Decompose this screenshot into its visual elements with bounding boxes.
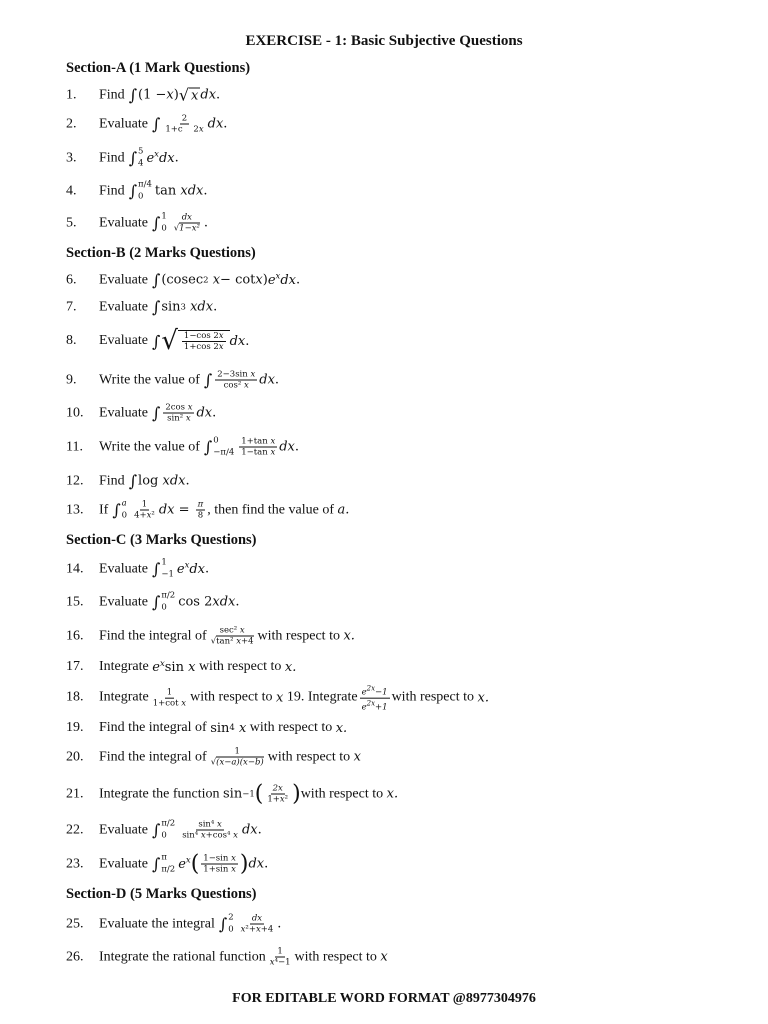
question-number: 23.: [66, 856, 84, 871]
question-3: 3. Find ∫ 5 4 $e^xdx$ .: [66, 146, 179, 169]
question-number: 25.: [66, 916, 84, 931]
question-text-cont: with respect to: [249, 720, 333, 735]
question-variable: x: [276, 690, 284, 706]
question-text: Find: [99, 473, 125, 488]
question-9: 9. Write the value of ∫ $\frac{\text{2−3sin x}}{\text{cos² x}}$ dx .: [66, 369, 280, 391]
question-text: Evaluate: [99, 405, 148, 420]
question-text-cont: with respect to: [391, 690, 474, 705]
question-text: Find: [99, 87, 125, 102]
question-number: 20.: [66, 749, 84, 764]
section-a-heading: Section-A (1 Mark Questions): [66, 60, 251, 76]
question-text-cont: , then find the value of: [207, 502, 335, 517]
section-b-heading: Section-B (2 Marks Questions): [66, 245, 256, 261]
question-variable: x.: [343, 628, 355, 644]
question-text: Evaluate: [99, 333, 148, 348]
question-variable: x.: [477, 690, 489, 706]
question-17: 17. Integrate $e^x$ sin x with respect to x.: [66, 658, 297, 676]
question-6: 6. Evaluate ∫ (cosec 2 x − cot x ) $e^xdx$ .: [66, 270, 301, 290]
question-text: Evaluate: [99, 856, 148, 871]
question-5: 5. Evaluate ∫ 1 0 $\frac{dx}{\text{√1−x²}}$ .: [66, 211, 209, 234]
question-number: 17.: [66, 658, 84, 674]
question-variable: x.: [386, 786, 399, 802]
question-23: 23. Evaluate ∫ π π/2 $e^x$ ( $\frac{\text{1−sin x}}{\text{1+sin x}}$ ) dx .: [66, 851, 269, 877]
question-number: 21.: [66, 786, 84, 801]
question-text: Find the integral of: [99, 628, 207, 643]
question-20: 20. Find the integral of $\frac{1}{√(x-a)(x-b)}$ with respect to x: [66, 746, 361, 768]
question-number: 16.: [66, 628, 84, 643]
question-text-cont: with respect to: [300, 786, 384, 801]
question-14: 14. Evaluate ∫ 1 −1 $e^xdx$ .: [66, 557, 210, 580]
question-number: 1.: [66, 87, 77, 102]
section-d-heading: Section-D (5 Marks Questions): [66, 886, 257, 902]
question-number: 8.: [66, 333, 77, 348]
question-text: Integrate the function: [99, 786, 220, 801]
question-text: Evaluate: [99, 215, 148, 230]
question-variable: a.: [337, 502, 350, 518]
question-text-cont: with respect to: [267, 749, 351, 764]
question-number: 26.: [66, 949, 84, 964]
question-number: 12.: [66, 473, 84, 488]
question-number: 3.: [66, 150, 77, 165]
question-text: Evaluate: [99, 116, 148, 131]
question-text: Write the value of: [99, 439, 200, 454]
question-number: 15.: [66, 594, 84, 609]
question-text: Write the value of: [99, 372, 200, 387]
question-11: 11. Write the value of ∫ 0 −π/4 $\frac{\text{1+tan x}}{\text{1−tan x}}$ dx .: [66, 435, 300, 458]
question-number: 9.: [66, 372, 77, 387]
question-26: 26. Integrate the rational function $\frac{1}{\text{x⁴−1}}$ with respect to x: [66, 946, 388, 968]
question-text: Evaluate: [99, 822, 148, 837]
question-16: 16. Find the integral of $\frac{\text{sec² x}}{\text{√tan² x+4}}$ with respect to x.: [66, 625, 355, 647]
question-number: 5.: [66, 215, 77, 230]
question-text: Evaluate: [99, 561, 148, 576]
question-2: 2. Evaluate ∫ $\frac{2}{1+c 2x}$ dx .: [66, 113, 228, 135]
question-variable: x: [353, 749, 361, 765]
question-number: 7.: [66, 299, 77, 314]
question-text: Find: [99, 150, 125, 165]
question-number: 18.: [66, 690, 84, 705]
question-text: Evaluate: [99, 594, 148, 609]
question-number: 11.: [66, 439, 83, 454]
question-1: 1. Find ∫ (1 − x ) √ x dx .: [66, 85, 221, 105]
question-text: Evaluate: [99, 299, 148, 314]
question-number: 4.: [66, 183, 77, 198]
question-text-cont: with respect to: [198, 658, 282, 674]
question-variable: x.: [284, 659, 297, 675]
question-text: If: [99, 502, 109, 517]
question-10: 10. Evaluate ∫ $\frac{\text{2cos x}}{\text{sin² x}}$ dx .: [66, 402, 217, 424]
footer-note: FOR EDITABLE WORD FORMAT @8977304976: [232, 991, 536, 1006]
question-number: 19.: [66, 720, 84, 735]
question-19: 19. Find the integral of sin 4 x with respect to x.: [66, 720, 348, 736]
question-22: 22. Evaluate ∫ π/2 0 $\frac{\text{sin⁴ x}}{\text{sin⁴ x+cos⁴ x}}$ dx .: [66, 818, 262, 841]
question-number: 10.: [66, 405, 84, 420]
question-number: 14.: [66, 561, 84, 576]
question-text: Find the integral of: [99, 720, 207, 735]
page-title: EXERCISE - 1: Basic Subjective Questions: [245, 33, 523, 49]
question-18: 18. Integrate $\frac{1}{\text{1+cot x}}$ with respect to x 19. Integrate $\frac{e^{2x}-1}{e^{2x}+1}$ with respect to x.: [66, 684, 489, 713]
question-text: Integrate the rational function: [99, 949, 266, 964]
question-variable: x.: [335, 720, 348, 736]
question-text: Evaluate: [99, 272, 148, 287]
question-25: 25. Evaluate the integral ∫ 2 0 $\frac{dx}{\text{x²+x+4}}$ .: [66, 912, 282, 935]
question-text-cont: 19. Integrate: [286, 690, 358, 705]
question-21: 21. Integrate the function sin −1 ( $\frac{2x}{\text{1+x²}}$ ) with respect to x.: [66, 781, 399, 807]
question-text: Find: [99, 183, 125, 198]
question-number: 22.: [66, 822, 84, 837]
question-12: 12. Find ∫ log xdx .: [66, 471, 190, 491]
question-text-cont: with respect to: [257, 628, 340, 643]
question-number: 6.: [66, 272, 77, 287]
question-variable: x: [380, 949, 388, 965]
section-c-heading: Section-C (3 Marks Questions): [66, 532, 257, 548]
question-text-cont: with respect to: [294, 949, 377, 964]
question-8: 8. Evaluate ∫ √ $\frac{1-\cos 2x}{1+\cos 2x}$ dx .: [66, 326, 250, 356]
question-15: 15. Evaluate ∫ π/2 0 cos 2 xdx .: [66, 590, 240, 613]
question-text-cont: with respect to: [190, 690, 273, 705]
question-text: Integrate: [99, 658, 149, 674]
question-number: 2.: [66, 116, 77, 131]
question-text: Find the integral of: [99, 749, 207, 764]
question-7: 7. Evaluate ∫ sin 3 xdx .: [66, 297, 218, 317]
question-4: 4. Find ∫ π/4 0 tan xdx .: [66, 179, 208, 202]
question-text: Integrate: [99, 690, 149, 705]
question-13: 13. If ∫ a 0 $\frac{1}{\text{4+x²}}$ dx = $\frac{\pi}{8}$ , then find the value of a.: [66, 498, 350, 521]
question-number: 13.: [66, 502, 84, 517]
question-text: Evaluate the integral: [99, 916, 215, 931]
